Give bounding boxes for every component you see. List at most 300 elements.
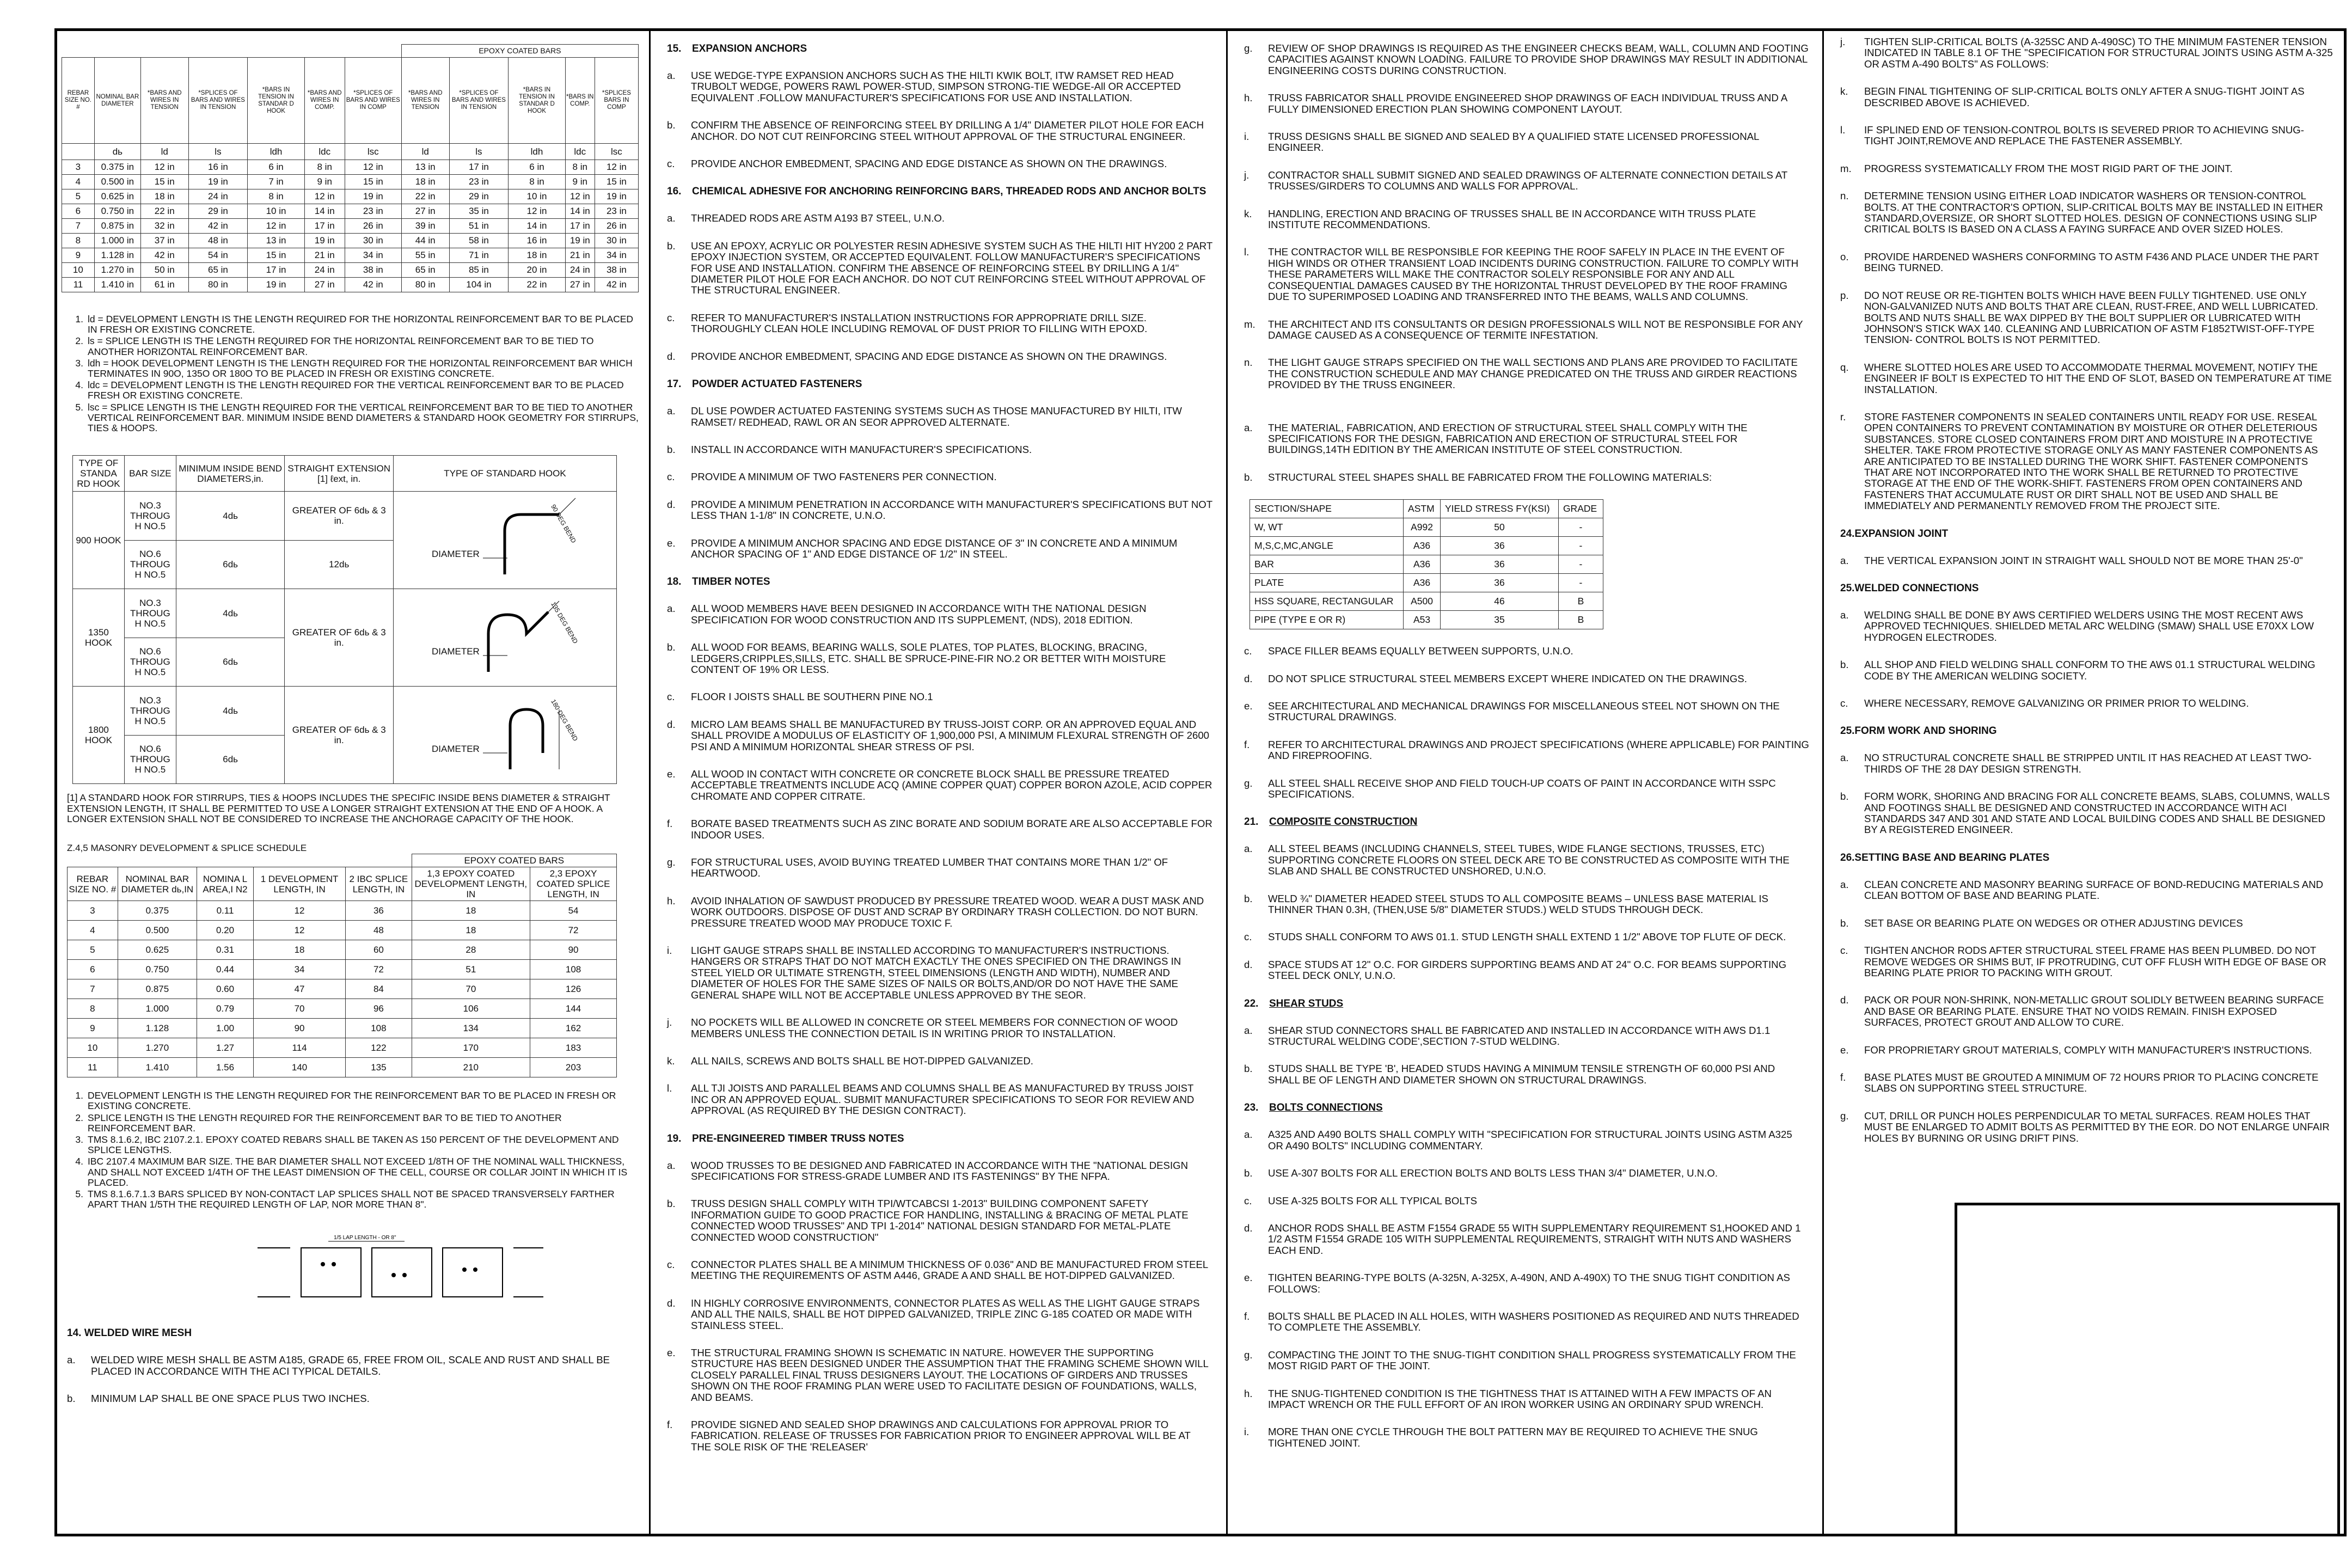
note-item (1244, 932, 1809, 942)
item-text: USE A-325 BOLTS FOR ALL TYPICAL BOLTS (1268, 1195, 1478, 1206)
item-marker: b. (1244, 1167, 1253, 1179)
item-marker: b. (667, 240, 676, 252)
item-marker: o. (1840, 250, 1849, 262)
note-item (1840, 995, 2333, 1028)
title-block-box (1955, 1203, 2340, 1534)
item-text: STRUCTURAL STEEL SHAPES SHALL BE FABRICATED FROM THE FOLLOWING MATERIALS: (1268, 471, 1712, 483)
table-cell: 15 in (248, 248, 304, 263)
t1-symbol: lsc (345, 144, 401, 160)
item-text: MICRO LAM BEAMS SHALL BE MANUFACTURED BY TRUSS-JOIST CORP. OR AN APPROVED EQUAL AND SHALL PROVIDE A MODULUS OF ELASTICITY OF 1,900,000 PSI, A MINIMUM FLEXURAL STRENGTH OF 2600 PSI AND A MINIMUM HORIZONTAL SHEAR STRESS OF PSI. (691, 718, 1210, 752)
t1-symbol-row (62, 144, 639, 160)
table-cell: 48 (346, 921, 412, 940)
item-text: PROVIDE ANCHOR EMBEDMENT, SPACING AND EDGE DISTANCE AS SHOWN ON THE DRAWINGS. (691, 158, 1167, 170)
note-item (667, 1083, 1213, 1116)
t1-col-header: *SPLICES OF BARS AND WIRES IN TENSION (449, 58, 509, 144)
t1-col-header: *BARS AND WIRES IN COMP. (304, 58, 345, 144)
note-marker: 5. (75, 401, 83, 413)
steel-col-header: GRADE (1558, 500, 1603, 518)
note-item (1840, 1111, 2333, 1144)
section-number: 16. (667, 186, 682, 198)
masonry-col-header: NOMINA L AREA,I N2 (197, 867, 254, 901)
table-cell: 10 in (509, 189, 565, 204)
note-item (1840, 290, 2333, 346)
hook-row (73, 492, 617, 541)
table-cell: 70 (412, 979, 530, 999)
t1-col-header: REBAR SIZE NO. # (62, 58, 95, 144)
table-cell: 30 in (345, 234, 401, 248)
item-text: THREADED RODS ARE ASTM A193 B7 STEEL, U.N.O. (691, 212, 945, 224)
table-cell: 14 in (509, 219, 565, 234)
table-cell: 36 (1440, 574, 1558, 592)
note-marker: 5. (75, 1188, 83, 1199)
column-3 (1228, 31, 1824, 1534)
section-title: PRE-ENGINEERED TIMBER TRUSS NOTES (692, 1132, 904, 1144)
item-marker: h. (667, 895, 676, 906)
note-item (667, 1298, 1213, 1331)
item-text: PROVIDE A MINIMUM OF TWO FASTENERS PER CONNECTION. (691, 471, 997, 483)
table-cell: 10 (62, 263, 95, 278)
item-marker: a. (67, 1354, 76, 1366)
table-cell: 16 in (188, 160, 248, 175)
masonry-col-header: 1 DEVELOPMENT LENGTH, IN (253, 867, 345, 901)
section-heading (667, 1133, 1213, 1145)
table-cell: 15 in (140, 175, 188, 189)
item-text: COMPACTING THE JOINT TO THE SNUG-TIGHT CONDITION SHALL PROGRESS SYSTEMATICALLY FROM THE MOST RIGID PART OF THE JOINT. (1268, 1349, 1796, 1372)
table-cell: 7 (68, 979, 118, 999)
item-marker: n. (1840, 190, 1849, 202)
table-cell: A53 (1404, 611, 1441, 629)
item-text: FLOOR I JOISTS SHALL BE SOUTHERN PINE NO.1 (691, 691, 933, 703)
section-number: 15. (667, 43, 682, 54)
note-item (1244, 1168, 1809, 1179)
table-row (62, 175, 639, 189)
note-item (1244, 472, 1809, 483)
item-text: TIGHTEN SLIP-CRITICAL BOLTS (A-325SC AND A-490SC) TO THE MINIMUM FASTENER TENSION INDICATED IN TABLE 8.1 OF THE "SPECIFICATION FOR STRUCTURAL JOINTS USING ASTM A-325 OR ASTM A-490 BOLTS" AS FOLLOWS: (1864, 36, 2333, 70)
item-text: AVOID INHALATION OF SAWDUST PRODUCED BY PRESSURE TREATED WOOD. WEAR A DUST MASK AND WORK OUTDOORS. DISPOSE OF DUST AND SCRAP BY ORDINARY TRASH COLLECTION. DO NOT BURN. PRESSURE TREATED WOOD MAY PRODUCE TOXIC F. (691, 895, 1204, 929)
hook-table-wrap (72, 455, 617, 776)
table-cell: 35 (1440, 611, 1558, 629)
section-heading (1244, 816, 1809, 828)
table-cell: 9 (62, 248, 95, 263)
table-cell: 36 (346, 901, 412, 921)
section-title: POWDER ACTUATED FASTENERS (692, 378, 862, 390)
table-cell: 134 (412, 1019, 530, 1038)
table-cell: 5 (62, 189, 95, 204)
note-item (1840, 918, 2333, 929)
table-cell: B (1558, 592, 1603, 611)
item-text: FORM WORK, SHORING AND BRACING FOR ALL CONCRETE BEAMS, SLABS, COLUMNS, WALLS AND FOOTINGS SHALL BE DESIGNED AND CONSTRUCTED IN ACCORDANCE WITH ACI STANDARDS 347 AND 301 AND STATE AND LOCAL BUILDING CODES AND SHALL BE DESIGNED BY A REGISTERED ENGINEER. (1864, 791, 2330, 836)
table-cell: 0.500 in (94, 175, 140, 189)
hook-type: 1800 HOOK (73, 687, 125, 784)
epoxy-header: EPOXY COATED BARS (401, 45, 638, 58)
item-marker: b. (1244, 471, 1253, 483)
diameter-label: DIAMETER (431, 549, 480, 560)
table-cell: 44 in (401, 234, 449, 248)
table-row (62, 219, 639, 234)
column-1 (57, 31, 651, 1534)
item-marker: b. (1840, 791, 1849, 803)
table-cell: 11 (62, 278, 95, 292)
table-cell: 1.00 (197, 1019, 254, 1038)
table-cell: 6 in (248, 160, 304, 175)
note-item (667, 213, 1213, 224)
note-item (667, 351, 1213, 362)
bend-label: 90 DEG BEND (549, 503, 578, 544)
note-item (667, 642, 1213, 675)
table-cell: 1.410 in (94, 278, 140, 292)
item-marker: d. (1244, 672, 1253, 684)
table-cell: 9 in (565, 175, 595, 189)
note-item (1244, 422, 1809, 456)
item-marker: a. (1244, 843, 1253, 855)
item-text: ALL STEEL SHALL RECEIVE SHOP AND FIELD TOUCH-UP COATS OF PAINT IN ACCORDANCE WITH SSPC SPECIFICATIONS. (1268, 777, 1776, 800)
item-text: IF SPLINED END OF TENSION-CONTROL BOLTS IS SEVERED PRIOR TO ACHIEVING SNUG-TIGHT JOINT,REMOVE AND REPLACE THE FASTENER ASSEMBLY. (1864, 124, 2304, 147)
hook-col-header: STRAIGHT EXTENSION [1] ℓext, in. (285, 456, 394, 492)
hook-min-diameter: 6dь (176, 540, 285, 589)
note-item (1244, 1426, 1809, 1449)
table-cell: 203 (530, 1058, 617, 1077)
table-row (1250, 555, 1603, 574)
table-cell: 8 in (304, 160, 345, 175)
masonry-note (67, 1113, 641, 1134)
t1-col-header: *SPLICES OF BARS AND WIRES IN TENSION (188, 58, 248, 144)
note-item (1840, 555, 2333, 566)
table-cell: 54 in (188, 248, 248, 263)
table-cell: 17 in (248, 263, 304, 278)
note-marker: 2. (75, 335, 83, 347)
table-cell: 23 in (449, 175, 509, 189)
item-text: ALL WOOD MEMBERS HAVE BEEN DESIGNED IN ACCORDANCE WITH THE NATIONAL DESIGN SPECIFICATION FOR WOOD CONSTRUCTION AND ITS SUPPLEMENT, (NDS), 2018 EDITION. (691, 603, 1147, 626)
table-cell: 50 (1440, 518, 1558, 537)
item-text: THE MATERIAL, FABRICATION, AND ERECTION OF STRUCTURAL STEEL SHALL COMPLY WITH THE SPECIFICATIONS FOR THE DESIGN, FABRICATION AND ERECTION OF STRUCTURAL STEEL FOR BUILDINGS,14TH EDITION BY THE AMERICAN INSTITUTE OF STEEL CONSTRUCTION. (1268, 421, 1748, 456)
note-item (1244, 1350, 1809, 1372)
table-cell: 12 (253, 901, 345, 921)
lap-splice-sketch (247, 1232, 552, 1302)
item-marker: h. (1244, 92, 1253, 104)
table-cell: 7 (62, 219, 95, 234)
table-cell: 65 in (188, 263, 248, 278)
table-row (1250, 611, 1603, 629)
note-item (1840, 945, 2333, 978)
table-cell: 12 in (140, 160, 188, 175)
note-item (1244, 357, 1809, 390)
item-marker: b. (667, 1198, 676, 1210)
table-cell: 90 (253, 1019, 345, 1038)
table-cell: 7 in (248, 175, 304, 189)
item-marker: b. (1840, 917, 1849, 929)
note-item (1840, 252, 2333, 274)
table-cell: 12 in (345, 160, 401, 175)
t1-symbol: ldc (565, 144, 595, 160)
section-3 (667, 576, 1213, 1116)
item-marker: j. (1840, 36, 1846, 47)
item-text: ALL STEEL BEAMS (INCLUDING CHANNELS, STEEL TUBES, WIDE FLANGE SECTIONS, TRUSSES, ETC) SUPPORTING CONCRETE FLOORS ON STEEL DECK ARE TO BE CONSTRUCTED AS COMPOSITE WITH THE SLAB AND SHALL BE CONSTRUCTED UNSHORED, U.N.O. (1268, 843, 1790, 877)
table-cell: 24 in (565, 263, 595, 278)
table-row (68, 940, 617, 960)
table-cell: A36 (1404, 555, 1441, 574)
item-marker: a. (667, 212, 676, 224)
item-marker: c. (1244, 1195, 1252, 1206)
item-marker: c. (667, 311, 675, 323)
standard-hook-table (72, 455, 617, 784)
t1-col-header: *BARS IN COMP. (565, 58, 595, 144)
table-cell: 51 in (449, 219, 509, 234)
table-row (68, 979, 617, 999)
t1-symbol: dь (94, 144, 140, 160)
table-cell: 27 in (401, 204, 449, 219)
item-text: THE VERTICAL EXPANSION JOINT IN STRAIGHT WALL SHOULD NOT BE MORE THAN 25'-0" (1864, 554, 2303, 566)
table-cell: 16 in (509, 234, 565, 248)
table-row (1250, 574, 1603, 592)
table-cell: 58 in (449, 234, 509, 248)
table-cell: 42 in (345, 278, 401, 292)
hook-min-diameter: 4dь (176, 492, 285, 541)
table-cell: 13 in (401, 160, 449, 175)
note-item (667, 444, 1213, 455)
item-marker: e. (1244, 700, 1253, 712)
dev-note (67, 358, 641, 379)
item-marker: d. (667, 718, 676, 730)
t1-symbol (62, 144, 95, 160)
section-14 (67, 1327, 641, 1404)
section-heading (1244, 1102, 1809, 1114)
item-marker: c. (1840, 945, 1848, 957)
item-marker: g. (1244, 42, 1253, 54)
item-marker: f. (667, 818, 673, 830)
item-marker: b. (667, 641, 676, 653)
table-cell: PLATE (1250, 574, 1404, 592)
item-marker: a. (1840, 878, 1849, 890)
table-cell: 38 in (595, 263, 638, 278)
item-marker: d. (1244, 958, 1253, 970)
hook-col-header: TYPE OF STANDA RD HOOK (73, 456, 125, 492)
t1-col-header: *SPLICES BARS IN COMP (595, 58, 638, 144)
note-text: ldc = DEVELOPMENT LENGTH IS THE LENGTH REQUIRED FOR THE VERTICAL REINFORCEMENT BAR TO BE PLACED FRESH OR EXISTING CONCRETE. (88, 379, 624, 401)
t1-symbol: ld (140, 144, 188, 160)
note-item (667, 1347, 1213, 1403)
item-text: WOOD TRUSSES TO BE DESIGNED AND FABRICATED IN ACCORDANCE WITH THE "NATIONAL DESIGN SPECIFICATIONS FOR STRESS-GRADE LUMBER AND ITS FASTENINGS" BY THE NFPA. (691, 1159, 1189, 1182)
table-cell: 4 (62, 175, 95, 189)
item-marker: b. (667, 119, 676, 131)
note-item (667, 603, 1213, 626)
item-text: TIGHTEN ANCHOR RODS AFTER STRUCTURAL STEEL FRAME HAS BEEN PLUMBED. DO NOT REMOVE WEDGES OR SHIMS BUT, IF PROTRUDING, CUT OFF FLUSH WITH EDGE OF BASE OR BEARING PLATE PRIOR TO PACKING WITH GROUT. (1864, 945, 2326, 978)
item-marker: f. (667, 1419, 673, 1431)
table-cell: 140 (253, 1058, 345, 1077)
table-cell: 38 in (345, 263, 401, 278)
item-text: ANCHOR RODS SHALL BE ASTM F1554 GRADE 55 WITH SUPPLEMENTARY REQUIREMENT S1,HOOKED AND 1 1/2 ASTM F1554 GRADE 105 WITH SUPPLEMENTAL REQUIREMENTS, STRAIGHT WITH NUTS AND WASHERS EACH END. (1268, 1222, 1801, 1256)
hook-sketch-cell (393, 589, 616, 687)
table-cell: 85 in (449, 263, 509, 278)
table-cell: 8 in (509, 175, 565, 189)
table-cell: 32 in (140, 219, 188, 234)
table-cell: 108 (346, 1019, 412, 1038)
item-marker: i. (667, 945, 672, 957)
item-text: PROVIDE HARDENED WASHERS CONFORMING TO ASTM F436 AND PLACE UNDER THE PART BEING TURNED. (1864, 250, 2319, 274)
note-item (1840, 752, 2333, 775)
item-text: WELDED WIRE MESH SHALL BE ASTM A185, GRADE 65, FREE FROM OIL, SCALE AND RUST AND SHALL BE PLACED IN ACCORDANCE WITH THE ACI TYPICAL DETAILS. (91, 1354, 610, 1377)
steel-col-header: SECTION/SHAPE (1250, 500, 1404, 518)
note-item (1840, 610, 2333, 643)
item-text: SPACE STUDS AT 12" O.C. FOR GIRDERS SUPPORTING BEAMS AND AT 24" O.C. FOR BEAMS SUPPORTING STEEL DECK ONLY, U.N.O. (1268, 958, 1787, 982)
masonry-notes (67, 1091, 641, 1210)
table-cell: A500 (1404, 592, 1441, 611)
item-text: USE WEDGE-TYPE EXPANSION ANCHORS SUCH AS THE HILTI KWIK BOLT, ITW RAMSET RED HEAD TRUBOLT WEDGE, POWERS RAWL POWER-STUD, SIMPSON STRONG-TIE WEDGE-All OR ACCEPTED EQUIVALENT .FOLLOW MANUFACTURER'S SPECIFICATIONS FOR USE AND INSTALLATION. (691, 70, 1181, 103)
table-cell: 61 in (140, 278, 188, 292)
table-cell: 126 (530, 979, 617, 999)
item-marker: a. (1840, 609, 1849, 621)
hook-extension: 12dь (285, 540, 394, 589)
item-marker: i. (1244, 131, 1250, 143)
table-cell: 0.20 (197, 921, 254, 940)
section-heading (667, 378, 1213, 390)
item-text: PROVIDE SIGNED AND SEALED SHOP DRAWINGS AND CALCULATIONS FOR APPROVAL PRIOR TO FABRICATION. RELEASE OF TRUSSES FOR FABRICATION PRIOR TO ENGINEER APPROVAL WILL BE AT THE SOLE RISK OF THE 'RELEASER' (691, 1419, 1191, 1453)
note-item (667, 406, 1213, 428)
item-marker: c. (667, 1258, 675, 1270)
item-marker: d. (1840, 994, 1849, 1006)
item-text: DETERMINE TENSION USING EITHER LOAD INDICATOR WASHERS OR TENSION-CONTROL BOLTS. AT THE CONTRACTOR'S OPTION, SLIP-CRITICAL BOLTS MAY BE INSTALLED IN EITHER STANDARD,OVERSIZE, OR SHORT SLOTTED HOLES. DESIGN OF CONNECTIONS USING SLIP CRITICAL BOLTS IS BASED ON A CLASS A FAYING SURFACE AND OVER SIZED HOLES. (1864, 190, 2323, 235)
table-cell: 210 (412, 1058, 530, 1077)
table-cell: 1.270 (118, 1038, 197, 1058)
table-cell: 18 (253, 940, 345, 960)
item-text: MINIMUM LAP SHALL BE ONE SPACE PLUS TWO INCHES. (91, 1393, 370, 1405)
table-cell: 24 in (188, 189, 248, 204)
hook-sketch (396, 590, 614, 683)
item-text: REFER TO ARCHITECTURAL DRAWINGS AND PROJECT SPECIFICATIONS (WHERE APPLICABLE) FOR PAINTING AND FIREPROOFING. (1268, 738, 1809, 762)
table-cell: 0.625 in (94, 189, 140, 204)
table-cell: 104 in (449, 278, 509, 292)
item-marker: a. (667, 70, 676, 81)
table-cell: 80 in (188, 278, 248, 292)
table-cell: 55 in (401, 248, 449, 263)
item-marker: k. (1244, 207, 1252, 219)
item-text: NO STRUCTURAL CONCRETE SHALL BE STRIPPED UNTIL IT HAS REACHED AT LEAST TWO-THIRDS OF THE 28 DAY DESIGN STRENGTH. (1864, 752, 2312, 775)
table-cell: 29 in (188, 204, 248, 219)
item-text: NO POCKETS WILL BE ALLOWED IN CONCRETE OR STEEL MEMBERS FOR CONNECTION OF WOOD MEMBERS UNLESS THE CONNECTION DETAIL IS IN WRITING PRIOR TO INSTALLATION. (691, 1016, 1178, 1039)
note-item (667, 499, 1213, 522)
hook-footnote: [1] A STANDARD HOOK FOR STIRRUPS, TIES & HOOPS INCLUDES THE SPECIFIC INSIDE BENS DIAMETER & STRAIGHT EXTENSION LENGTH, IT SHALL BE PERMITTED TO USE A LONGER STRAIGHT EXTENSION AT THE END OF A HOOK. A LONGER EXTENSION SHALL NOT BE CONSIDERED TO INCREASE THE ANCHORAGE CAPACITY OF THE HOOK. (67, 792, 610, 824)
table-cell: 0.44 (197, 960, 254, 979)
item-text: SEE ARCHITECTURAL AND MECHANICAL DRAWINGS FOR MISCELLANEOUS STEEL NOT SHOWN ON THE STRUCTURAL DRAWINGS. (1268, 700, 1780, 723)
item-marker: h. (1244, 1387, 1253, 1399)
note-item (1840, 362, 2333, 395)
item-text: BORATE BASED TREATMENTS SUCH AS ZINC BORATE AND SODIUM BORATE ARE ALSO ACCEPTABLE FOR INDOOR USES. (691, 818, 1212, 841)
item-marker: m. (1244, 318, 1255, 330)
item-marker: b. (1840, 659, 1849, 671)
table-cell: 12 in (595, 160, 638, 175)
note-item (667, 896, 1213, 929)
table-cell: 106 (412, 999, 530, 1019)
table-cell: 5 (68, 940, 118, 960)
item-text: BEGIN FINAL TIGHTENING OF SLIP-CRITICAL BOLTS ONLY AFTER A SNUG-TIGHT JOINT AS DESCRIBED ABOVE IS ACHIEVED. (1864, 85, 2305, 108)
bend-label: 135 DEG BEND (549, 601, 580, 645)
item-marker: a. (1244, 1024, 1253, 1036)
note-item (1244, 1388, 1809, 1411)
table-cell: 27 in (565, 278, 595, 292)
table-cell: 3 (68, 901, 118, 921)
item-marker: c. (1244, 645, 1252, 657)
note-item (1244, 1223, 1809, 1256)
item-text: THE ARCHITECT AND ITS CONSULTANTS OR DESIGN PROFESSIONALS WILL NOT BE RESPONSIBLE FOR ANY DAMAGE CAUSED AS A CONSEQUENCE OF TERMITE INFESTATION. (1268, 318, 1803, 341)
table-cell: 15 in (595, 175, 638, 189)
table-cell: 26 in (345, 219, 401, 234)
table-cell: 21 in (565, 248, 595, 263)
section-0 (1840, 528, 2333, 566)
section-2 (1244, 1102, 1809, 1449)
note-marker: 3. (75, 1134, 83, 1145)
item-marker: a. (1244, 421, 1253, 433)
t1-symbol: ld (401, 144, 449, 160)
table-cell: - (1558, 518, 1603, 537)
table-cell: PIPE (TYPE E OR R) (1250, 611, 1404, 629)
item-text: HANDLING, ERECTION AND BRACING OF TRUSSES SHALL BE IN ACCORDANCE WITH TRUSS PLATE INSTITUTE RECOMMENDATIONS. (1268, 207, 1756, 231)
table-cell: 17 in (304, 219, 345, 234)
note-item (667, 691, 1213, 702)
section-title: 24.EXPANSION JOINT (1840, 528, 1949, 540)
t1-col-header: NOMINAL BAR DIAMETER (94, 58, 140, 144)
note-item (667, 1259, 1213, 1282)
hook-row (73, 687, 617, 736)
item-marker: a. (667, 405, 676, 417)
note-item (1244, 131, 1809, 154)
masonry-col-header: 2 IBC SPLICE LENGTH, IN (346, 867, 412, 901)
item-text: THE SNUG-TIGHTENED CONDITION IS THE TIGHTNESS THAT IS ATTAINED WITH A FEW IMPACTS OF AN IMPACT WRENCH OR THE FULL EFFORT OF AN IRON WORKER USING AN ORDINARY SPUD WRENCH. (1268, 1387, 1772, 1410)
table-cell: 1.27 (197, 1038, 254, 1058)
item-marker: i. (1244, 1426, 1250, 1438)
item-text: ALL WOOD IN CONTACT WITH CONCRETE OR CONCRETE BLOCK SHALL BE PRESSURE TREATED ACCEPTABLE TREATMENTS INCLUDE ACQ (AMINE COPPER QUAT) COPPER BORON AZOLE, ACID COPPER CHROMATE AND COPPER CITRATE. (691, 768, 1212, 802)
item-marker: l. (1840, 124, 1846, 136)
table-cell: 14 in (304, 204, 345, 219)
item-marker: b. (667, 443, 676, 455)
item-text: STORE FASTENER COMPONENTS IN SEALED CONTAINERS UNTIL READY FOR USE. RESEAL OPEN CONTAINERS TO PREVENT CONTAMINATION BY MOISTURE OR OTHER DELETERIOUS SUBSTANCES. STORE CLOSED CONTAINERS FROM DIRT AND MOISTURE IN A PROTECTIVE SHELTER. TAKE FROM PROTECTIVE STORAGE ONLY AS MANY FASTENER COMPONENTS AS ARE ANTICIPATED TO BE INSTALLED DURING THE WORK SHIFT. FASTENER COMPONENTS THAT ARE NOT INCORPORATED INTO THE WORK SHALL BE RETURNED TO PROTECTIVE STORAGE AT THE END OF THE WORK-SHIFT. FASTENERS FROM OPEN CONTAINERS AND FASTENERS THAT ACCUMULATE RUST OR DIRT SHALL NOT BE USED AND SHALL BE IMMEDIATELY AND PERMANENTLY REMOVED FROM THE PROJECT SITE. (1864, 411, 2318, 512)
table-row (62, 204, 639, 219)
section-heading (667, 576, 1213, 588)
item-text: STUDS SHALL BE TYPE 'B', HEADED STUDS HAVING A MINIMUM TENSILE STRENGTH OF 60,000 PSI AND SHALL BE OF LENGTH AND DIAMETER SHOWN ON STRUCTURAL DRAWINGS. (1268, 1063, 1775, 1086)
table-row (62, 248, 639, 263)
item-marker: e. (667, 1347, 676, 1358)
table-cell: 19 in (345, 189, 401, 204)
table-row (1250, 592, 1603, 611)
note-text: SPLICE LENGTH IS THE LENGTH REQUIRED FOR THE REINFORCEMENT BAR TO BE TIED TO ANOTHER REINFORCEMENT BAR. (88, 1112, 562, 1134)
section-number: 22. (1244, 997, 1259, 1009)
hook-bar-size: NO.3 THROUG H NO.5 (124, 492, 176, 541)
section-title: EXPANSION ANCHORS (692, 43, 807, 54)
item-text: SHEAR STUD CONNECTORS SHALL BE FABRICATED AND INSTALLED IN ACCORDANCE WITH AWS D1.1 STRUCTURAL WELDING CODE',SECTION 7-STUD WELDING. (1268, 1024, 1771, 1048)
table-cell: 12 (253, 921, 345, 940)
section-2 (1840, 725, 2333, 835)
table-cell: 1.000 in (94, 234, 140, 248)
table-row (1250, 537, 1603, 555)
hook-col-header: MINIMUM INSIDE BEND DIAMETERS,in. (176, 456, 285, 492)
table-cell: 34 (253, 960, 345, 979)
column-2 (651, 31, 1228, 1534)
item-text: USE A-307 BOLTS FOR ALL ERECTION BOLTS AND BOLTS LESS THAN 3/4" DIAMETER, U.N.O. (1268, 1167, 1718, 1179)
table-cell: 0.31 (197, 940, 254, 960)
table-cell: 50 in (140, 263, 188, 278)
item-marker: n. (1244, 357, 1253, 369)
hook-bar-size: NO.6 THROUG H NO.5 (124, 540, 176, 589)
note-text: ld = DEVELOPMENT LENGTH IS THE LENGTH REQUIRED FOR THE HORIZONTAL REINFORCEMENT BAR TO BE PLACED IN FRESH OR EXISTING CONCRETE. (88, 314, 634, 335)
masonry-note (67, 1135, 641, 1155)
item-marker: r. (1840, 411, 1846, 422)
masonry-col-header: 1,3 EPOXY COATED DEVELOPMENT LENGTH, IN (412, 867, 530, 901)
item-text: PROGRESS SYSTEMATICALLY FROM THE MOST RIGID PART OF THE JOINT. (1864, 162, 2233, 174)
masonry-schedule-table (67, 854, 617, 1077)
note-item (1244, 843, 1809, 877)
item-marker: k. (667, 1055, 675, 1067)
table-cell: 23 in (345, 204, 401, 219)
bend-label: 180 DEG BEND (549, 698, 580, 743)
lap-splice-detail (247, 1232, 552, 1302)
